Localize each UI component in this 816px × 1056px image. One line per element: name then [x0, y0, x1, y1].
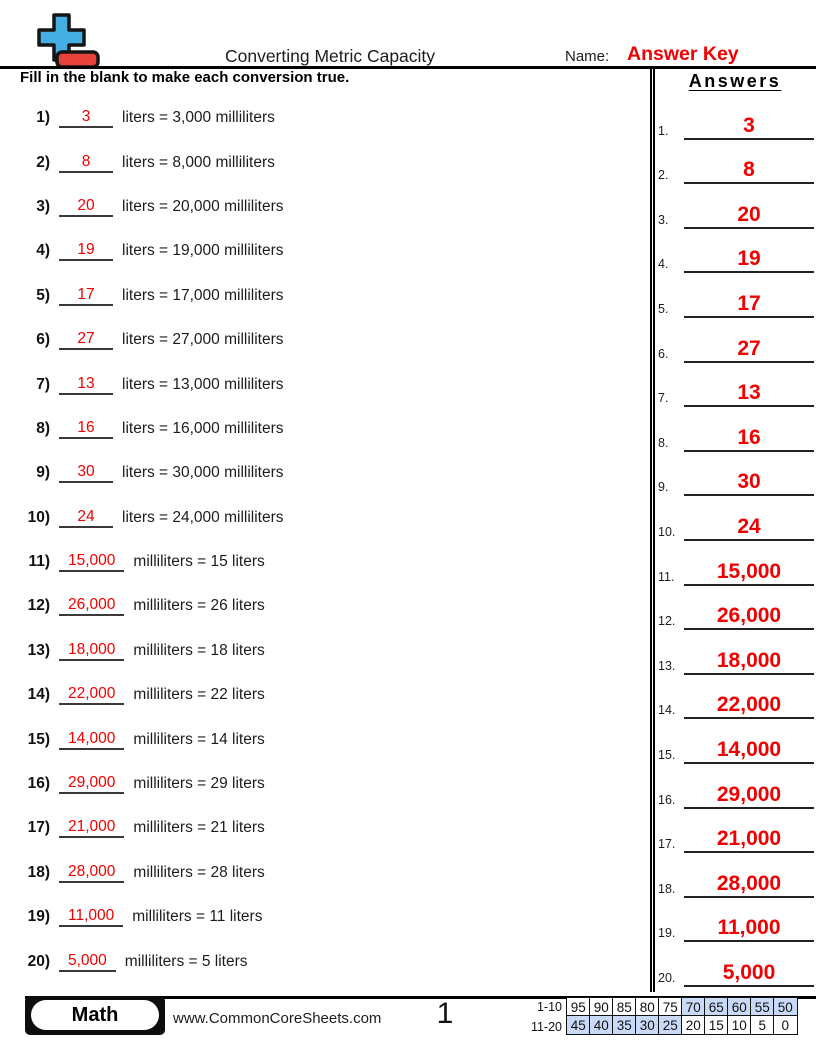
grading-cell: 85 [612, 997, 637, 1017]
answer-number: 1. [658, 123, 669, 138]
grading-cell: 45 [566, 1015, 591, 1035]
question-row [20, 185, 620, 229]
question-row [20, 451, 620, 495]
question-answer-blank: 26,000 [59, 596, 124, 616]
answer-value: 28,000 [684, 871, 814, 898]
grading-scale-table [566, 997, 798, 1035]
answer-number: 11. [658, 569, 675, 584]
question-row [20, 673, 620, 717]
answer-row [656, 95, 814, 140]
answer-row [656, 541, 814, 586]
answer-number: 12. [658, 614, 676, 629]
answer-value: 18,000 [684, 648, 814, 675]
grading-cell: 55 [750, 997, 775, 1017]
question-row [20, 717, 620, 761]
answer-value: 8 [684, 157, 814, 184]
answer-row [656, 630, 814, 675]
question-number: 15) [27, 730, 50, 748]
answer-row [656, 719, 814, 764]
question-row [20, 229, 620, 273]
question-answer-blank: 15,000 [59, 552, 124, 572]
grading-cell: 35 [612, 1015, 637, 1035]
question-row [20, 806, 620, 850]
question-answer-blank: 21,000 [59, 818, 124, 838]
question-answer-blank: 24 [59, 508, 113, 528]
question-text: liters = 30,000 milliliters [122, 464, 284, 482]
answers-heading: Answers [688, 71, 782, 91]
question-number: 4) [36, 242, 50, 260]
question-number: 12) [27, 597, 50, 615]
answer-number: 19. [658, 926, 676, 941]
answer-row [656, 407, 814, 452]
answer-value: 24 [684, 514, 814, 541]
question-answer-blank: 18,000 [59, 641, 124, 661]
grading-range-labels [498, 998, 562, 1037]
question-number: 5) [36, 286, 50, 304]
answer-number: 17. [658, 837, 676, 852]
answer-number: 3. [658, 212, 669, 227]
answer-number: 10. [658, 524, 676, 539]
grading-cell: 50 [773, 997, 798, 1017]
page-number: 1 [436, 997, 454, 1030]
question-number: 19) [27, 908, 50, 926]
grading-cell: 80 [635, 997, 660, 1017]
website-text: www.CommonCoreSheets.com [173, 1010, 382, 1027]
question-row [20, 96, 620, 140]
subject-badge [25, 996, 165, 1035]
question-text: liters = 19,000 milliliters [122, 242, 284, 260]
question-number: 9) [36, 464, 50, 482]
answer-row [656, 363, 814, 408]
grading-cell: 5 [750, 1015, 775, 1035]
question-text: liters = 24,000 milliliters [122, 508, 284, 526]
answer-value: 16 [684, 425, 814, 452]
question-text: liters = 8,000 milliliters [122, 153, 275, 171]
answer-row [656, 273, 814, 318]
question-text: liters = 17,000 milliliters [122, 286, 284, 304]
question-number: 11) [28, 553, 50, 571]
question-answer-blank: 19 [59, 241, 113, 261]
question-answer-blank: 29,000 [59, 774, 124, 794]
name-label: Name: [565, 48, 610, 65]
question-text: milliliters = 5 liters [124, 952, 248, 970]
answers-list [656, 95, 814, 987]
question-text: milliliters = 21 liters [133, 819, 265, 837]
question-answer-blank: 22,000 [59, 685, 124, 705]
question-number: 17) [27, 819, 50, 837]
answer-number: 15. [658, 747, 676, 762]
grading-cell: 15 [704, 1015, 729, 1035]
question-row [20, 584, 620, 628]
question-answer-blank: 17 [59, 286, 113, 306]
question-number: 13) [27, 641, 50, 659]
answer-row [656, 675, 814, 720]
answer-number: 13. [658, 658, 676, 673]
question-number: 14) [27, 686, 50, 704]
question-number: 10) [27, 508, 50, 526]
grading-row-1 [566, 997, 798, 1017]
question-answer-blank: 11,000 [59, 907, 123, 927]
answer-value: 17 [684, 291, 814, 318]
answer-row [656, 853, 814, 898]
grading-cell: 65 [704, 997, 729, 1017]
question-answer-blank: 28,000 [59, 863, 124, 883]
answer-number: 8. [658, 435, 669, 450]
answer-number: 4. [658, 257, 669, 272]
commoncoresheets-logo [28, 12, 100, 70]
answer-value: 5,000 [684, 960, 814, 987]
question-row [20, 762, 620, 806]
answer-value: 13 [684, 380, 814, 407]
question-row [20, 895, 620, 939]
answer-key-label: Answer Key [627, 43, 739, 65]
answer-number: 20. [658, 970, 676, 985]
answer-value: 14,000 [684, 737, 814, 764]
question-answer-blank: 5,000 [59, 952, 116, 972]
grading-row-2 [566, 1015, 798, 1035]
answer-number: 16. [658, 792, 676, 807]
grading-cell: 25 [658, 1015, 683, 1035]
question-answer-blank: 20 [59, 197, 113, 217]
question-answer-blank: 16 [59, 419, 113, 439]
question-text: milliliters = 26 liters [133, 597, 265, 615]
question-text: liters = 16,000 milliliters [122, 419, 284, 437]
grading-cell: 0 [773, 1015, 798, 1035]
question-row [20, 496, 620, 540]
question-number: 3) [36, 197, 50, 215]
question-answer-blank: 8 [59, 153, 113, 173]
grading-cell: 60 [727, 997, 752, 1017]
answer-row [656, 229, 814, 274]
subject-label: Math [31, 1000, 159, 1030]
answer-value: 15,000 [684, 559, 814, 586]
instruction-text: Fill in the blank to make each conversion true. [20, 69, 350, 86]
grading-cell: 20 [681, 1015, 706, 1035]
question-number: 6) [36, 331, 50, 349]
answer-value: 26,000 [684, 603, 814, 630]
grading-cell: 95 [566, 997, 591, 1017]
question-answer-blank: 14,000 [59, 730, 124, 750]
answer-row [656, 809, 814, 854]
answer-value: 22,000 [684, 692, 814, 719]
question-row [20, 629, 620, 673]
answer-row [656, 942, 814, 987]
grading-cell: 75 [658, 997, 683, 1017]
answer-number: 7. [658, 391, 669, 406]
answer-value: 29,000 [684, 782, 814, 809]
question-text: milliliters = 29 liters [133, 775, 265, 793]
grading-cell: 30 [635, 1015, 660, 1035]
question-number: 16) [27, 775, 50, 793]
question-row [20, 939, 620, 983]
question-number: 8) [36, 419, 50, 437]
answer-number: 18. [658, 881, 676, 896]
grading-cell: 90 [589, 997, 614, 1017]
plus-minus-icon [28, 12, 100, 70]
question-text: liters = 20,000 milliliters [122, 197, 284, 215]
answer-row [656, 318, 814, 363]
answer-number: 5. [658, 301, 669, 316]
question-text: liters = 27,000 milliliters [122, 331, 284, 349]
question-row [20, 540, 620, 584]
grading-cell: 70 [681, 997, 706, 1017]
question-text: milliliters = 15 liters [133, 553, 265, 571]
question-answer-blank: 3 [59, 108, 113, 128]
page-title: Converting Metric Capacity [224, 46, 436, 66]
answer-number: 2. [658, 168, 669, 183]
question-number: 20) [27, 952, 50, 970]
grading-range-row2: 11-20 [530, 1019, 562, 1034]
question-text: liters = 3,000 milliliters [122, 109, 275, 127]
answer-row [656, 496, 814, 541]
question-answer-blank: 30 [59, 463, 113, 483]
answer-value: 27 [684, 336, 814, 363]
answer-row [656, 452, 814, 497]
question-answer-blank: 27 [59, 330, 113, 350]
question-number: 1) [36, 109, 50, 127]
question-answer-blank: 13 [59, 375, 113, 395]
answer-value: 20 [684, 202, 814, 229]
question-list [20, 96, 620, 984]
answer-value: 3 [684, 113, 814, 140]
answer-value: 30 [684, 469, 814, 496]
question-text: milliliters = 22 liters [133, 686, 265, 704]
question-number: 18) [27, 863, 50, 881]
grading-cell: 10 [727, 1015, 752, 1035]
grading-cell: 40 [589, 1015, 614, 1035]
question-row [20, 407, 620, 451]
question-row [20, 851, 620, 895]
question-text: milliliters = 18 liters [133, 641, 265, 659]
question-number: 7) [36, 375, 50, 393]
question-text: liters = 13,000 milliliters [122, 375, 284, 393]
grading-range-row1: 1-10 [536, 1000, 562, 1014]
question-row [20, 362, 620, 406]
question-number: 2) [36, 153, 50, 171]
question-row [20, 140, 620, 184]
answer-row [656, 140, 814, 185]
answer-row [656, 586, 814, 631]
question-text: milliliters = 28 liters [133, 863, 265, 881]
question-text: milliliters = 11 liters [132, 908, 263, 926]
answer-value: 11,000 [684, 915, 814, 942]
answers-panel-divider [650, 69, 655, 992]
answer-row [656, 764, 814, 809]
answer-row [656, 898, 814, 943]
answer-row [656, 184, 814, 229]
answer-number: 9. [658, 480, 669, 495]
question-text: milliliters = 14 liters [133, 730, 265, 748]
question-row [20, 318, 620, 362]
question-row [20, 274, 620, 318]
answer-number: 6. [658, 346, 669, 361]
answer-value: 21,000 [684, 826, 814, 853]
answer-value: 19 [684, 246, 814, 273]
answer-number: 14. [658, 703, 676, 718]
